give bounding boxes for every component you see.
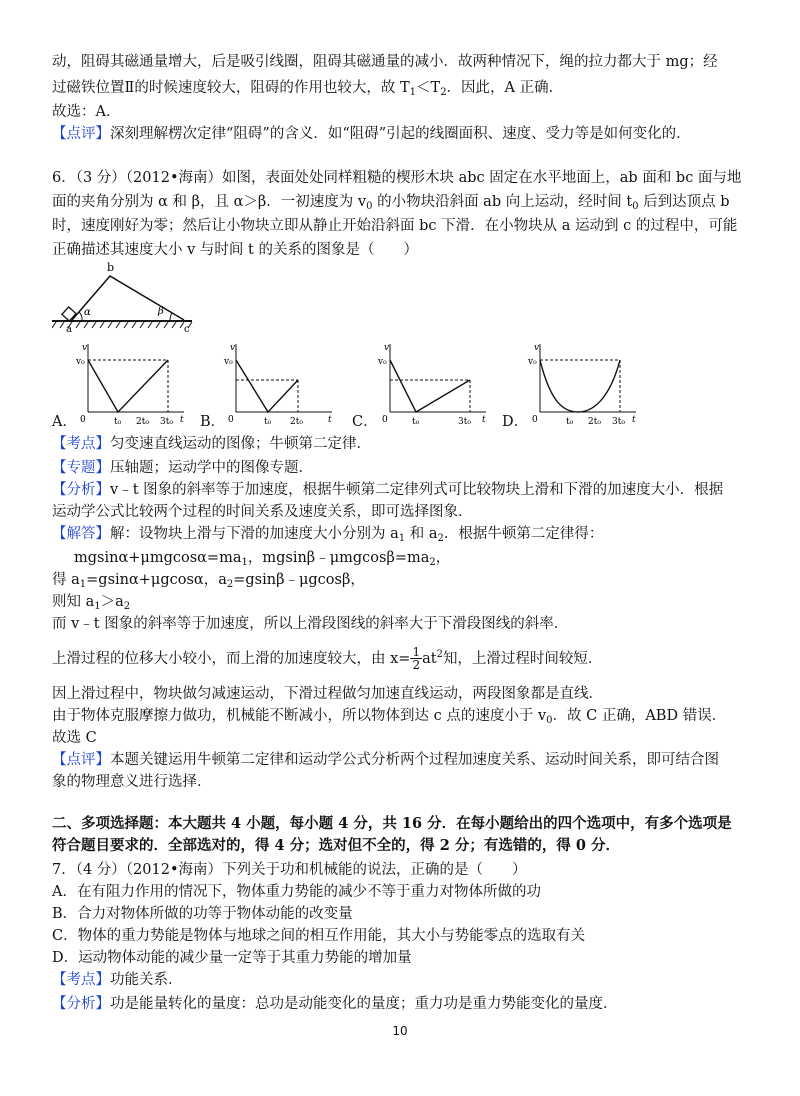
text-line: 因上滑过程中，物块做匀减速运动，下滑过程做匀加速直线运动，两段图象都是直线． bbox=[52, 686, 603, 702]
text-line: 上滑过程的位移大小较小，而上滑的加速度较大，由 x= $\frac{1}{2}$ $at^2$知，上滑过程时间较短． bbox=[52, 645, 603, 673]
svg-text:3t₀: 3t₀ bbox=[160, 417, 173, 427]
svg-text:v₀: v₀ bbox=[528, 357, 537, 367]
svg-text:v₀: v₀ bbox=[224, 357, 233, 367]
jieda-line: 【解答】解：设物块上滑与下滑的加速度大小分别为 $a_1$ 和 $a_2$．根据牛顿第二定律得： bbox=[52, 526, 604, 544]
section-heading: 二、多项选择题：本大题共 4 小题，每小题 4 分，共 16 分．在每小题给出的四个选项中，有多个选项是 bbox=[52, 815, 732, 832]
svg-text:t₀: t₀ bbox=[412, 417, 420, 427]
svg-text:v: v bbox=[230, 343, 236, 353]
beta-label: β bbox=[158, 306, 164, 317]
text-line: 而 v﹣t 图象的斜率等于加速度，所以上滑段图线的斜率大于下滑段图线的斜率． bbox=[52, 616, 569, 632]
question-7-option: B．合力对物体所做的功等于物体动能的改变量 bbox=[52, 906, 353, 922]
svg-text:v₀: v₀ bbox=[76, 357, 85, 367]
section-heading: 符合题目要求的．全部选对的，得 4 分；选对但不全的，得 2 分；有选错的，得 0 分． bbox=[52, 837, 621, 854]
comment-tag: 【点评】 bbox=[52, 126, 110, 142]
kaodian-line: 【考点】功能关系． bbox=[52, 972, 183, 988]
question-6-line: 面的夹角分别为 α 和 β，且 α＞β．一初速度为 $v_0$ 的小物块沿斜面 ab 向上运动，经时间 $t_0$ 后到达顶点 b bbox=[52, 194, 730, 212]
wedge-diagram bbox=[52, 258, 197, 333]
text-line: 故选：A． bbox=[52, 104, 121, 120]
graph-option-d bbox=[522, 340, 638, 430]
question-6-line: 6．（3 分）（2012•海南）如图，表面处处同样粗糙的楔形木块 abc 固定在水平地面上，ab 面和 bc 面与地 bbox=[52, 170, 742, 186]
question-6-line: 时，速度刚好为零；然后让小物块立即从静止开始沿斜面 bc 下滑．在小物块从 a 运动到 c 的过程中，可能 bbox=[52, 218, 738, 234]
equation-line: 得 $a_1=gsin\alpha+\mu gcos\alpha$，$a_2=gsin\beta﹣\mu gcos\beta$， bbox=[52, 572, 365, 590]
option-d-label: D． bbox=[502, 414, 529, 430]
fraction: $\frac{1}{2}$ bbox=[412, 645, 421, 673]
text-line: 过磁铁位置Ⅱ的时候速度较大，阻碍的作用也较大，故 $T_1<T_2$．因此，A 正确． bbox=[52, 80, 564, 98]
svg-text:t₀: t₀ bbox=[264, 417, 272, 427]
text-line: 由于物体克服摩擦力做功，机械能不断减小，所以物体到达 c 点的速度小于 $v_0$．故 C 正确，ABD 错误． bbox=[52, 708, 727, 726]
fenxi-line: 【分析】功是能量转化的量度：总功是动能变化的量度；重力功是重力势能变化的量度． bbox=[52, 996, 618, 1012]
svg-text:t: t bbox=[328, 415, 332, 425]
comment-line: 【点评】本题关键运用牛顿第二定律和运动学公式分析两个过程加速度关系、运动时间关系，即可结合图 bbox=[52, 752, 719, 768]
svg-text:t: t bbox=[632, 415, 636, 425]
vertex-b-label: b bbox=[107, 261, 115, 274]
graph-option-b bbox=[218, 340, 334, 430]
question-7-option: C．物体的重力势能是物体与地球之间的相互作用能，其大小与势能零点的选取有关 bbox=[52, 928, 586, 944]
svg-text:t₀: t₀ bbox=[566, 417, 574, 427]
svg-text:0: 0 bbox=[382, 415, 388, 425]
zhuanti-line: 【专题】压轴题；运动学中的图像专题． bbox=[52, 460, 313, 476]
alpha-label: α bbox=[84, 307, 91, 318]
text-line: 动，阻碍其磁通量增大，后是吸引线圈，阻碍其磁通量的减小．故两种情况下，绳的拉力都大于 mg；经 bbox=[52, 54, 718, 70]
option-b-label: B． bbox=[200, 414, 226, 430]
comment-line: 【点评】深刻理解楞次定律“阻碍”的含义．如“阻碍”引起的线圈面积、速度、受力等是如何变化的． bbox=[52, 126, 691, 142]
question-7-option: A．在有阻力作用的情况下，物体重力势能的减少不等于重力对物体所做的功 bbox=[52, 884, 541, 900]
svg-text:2t₀: 2t₀ bbox=[290, 417, 303, 427]
svg-text:3t₀: 3t₀ bbox=[458, 417, 471, 427]
vertex-a-label: a bbox=[66, 324, 72, 333]
svg-text:v: v bbox=[82, 343, 88, 353]
comment-line: 象的物理意义进行选择． bbox=[52, 774, 212, 790]
svg-text:t: t bbox=[180, 415, 184, 425]
fenxi-line: 【分析】v﹣t 图象的斜率等于加速度，根据牛顿第二定律列式可比较物块上滑和下滑的加速度大小．根据 bbox=[52, 482, 724, 498]
svg-text:0: 0 bbox=[228, 415, 234, 425]
equation-line: 则知 $a_1>a_2$ bbox=[52, 594, 131, 612]
kaodian-line: 【考点】匀变速直线运动的图像；牛顿第二定律． bbox=[52, 436, 371, 452]
question-7-line: 7．（4 分）（2012•海南）下列关于功和机械能的说法，正确的是（ ） bbox=[52, 862, 527, 878]
svg-text:v: v bbox=[534, 343, 540, 353]
equation-line: $mgsin\alpha+\mu mgcos\alpha=ma_1$，$mgsin\beta﹣\mu mgcos\beta=ma_2$， bbox=[74, 550, 451, 568]
graph-option-a bbox=[70, 340, 186, 430]
svg-text:v: v bbox=[384, 343, 390, 353]
svg-text:2t₀: 2t₀ bbox=[136, 417, 149, 427]
svg-text:0: 0 bbox=[532, 415, 538, 425]
svg-text:v₀: v₀ bbox=[378, 357, 387, 367]
option-c-label: C． bbox=[352, 414, 378, 430]
vertex-c-label: c bbox=[184, 324, 190, 333]
fenxi-line: 运动学公式比较两个过程的时间关系及速度关系，即可选择图象． bbox=[52, 504, 473, 520]
question-6-line: 正确描述其速度大小 v 与时间 t 的关系的图象是（ ） bbox=[52, 242, 418, 258]
graph-option-c bbox=[372, 340, 488, 430]
svg-text:3t₀: 3t₀ bbox=[612, 417, 625, 427]
page-number: 10 bbox=[392, 1024, 408, 1038]
svg-text:0: 0 bbox=[80, 415, 86, 425]
option-a-label: A． bbox=[52, 414, 77, 430]
svg-text:t₀: t₀ bbox=[114, 417, 122, 427]
question-7-option: D．运动物体动能的减少量一定等于其重力势能的增加量 bbox=[52, 950, 412, 966]
text-line: 故选 C bbox=[52, 730, 97, 746]
svg-text:2t₀: 2t₀ bbox=[588, 417, 601, 427]
svg-text:t: t bbox=[482, 415, 486, 425]
